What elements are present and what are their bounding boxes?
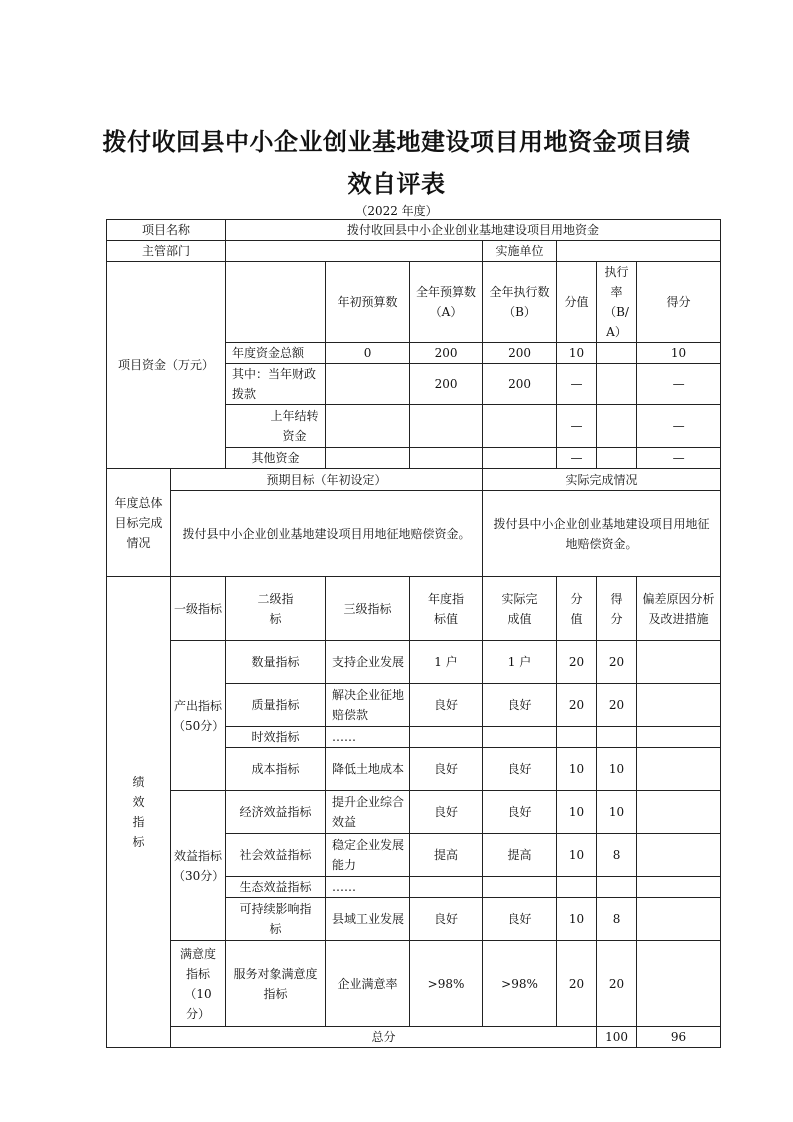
- perf-score: 20: [597, 641, 637, 684]
- funds-row-initial: 0: [326, 343, 410, 364]
- perf-level3: 县域工业发展: [326, 898, 410, 941]
- perf-score: [597, 877, 637, 898]
- perf-target: [410, 877, 483, 898]
- dept-label: 主管部门: [107, 241, 226, 262]
- funds-row-budget: [410, 405, 483, 448]
- funds-row-score: 10: [637, 343, 721, 364]
- table-row: [107, 491, 721, 577]
- funds-row-rate: [597, 343, 637, 364]
- funds-row-weight: 10: [557, 343, 597, 364]
- funds-row-score: —: [637, 405, 721, 448]
- perf-score: 20: [597, 941, 637, 1027]
- perf-level3: 提升企业综合效益: [326, 791, 410, 834]
- funds-row-executed: 200: [483, 364, 557, 405]
- funds-row-initial: [326, 364, 410, 405]
- impl-value: [557, 241, 721, 262]
- perf-score: 10: [597, 791, 637, 834]
- funds-row-initial: [326, 448, 410, 469]
- perf-level2: 社会效益指标: [226, 834, 326, 877]
- perf-header-target: 年度指标值: [410, 577, 483, 641]
- funds-row-score: —: [637, 448, 721, 469]
- perf-level2: 经济效益指标: [226, 791, 326, 834]
- perf-weight: [557, 877, 597, 898]
- perf-reason: [637, 941, 721, 1027]
- perf-reason: [637, 834, 721, 877]
- funds-col-initial: 年初预算数: [326, 262, 410, 343]
- perf-level2: 可持续影响指标: [226, 898, 326, 941]
- perf-reason: [637, 727, 721, 748]
- perf-target: 良好: [410, 684, 483, 727]
- perf-actual: [483, 877, 557, 898]
- table-row: [107, 469, 721, 491]
- perf-level3: 支持企业发展: [326, 641, 410, 684]
- funds-row-rate: [597, 405, 637, 448]
- perf-weight: 20: [557, 941, 597, 1027]
- perf-level2: 质量指标: [226, 684, 326, 727]
- perf-weight: 20: [557, 641, 597, 684]
- perf-target: 1 户: [410, 641, 483, 684]
- funds-row-executed: [483, 448, 557, 469]
- perf-level3: 企业满意率: [326, 941, 410, 1027]
- perf-header-reason: 偏差原因分析及改进措施: [637, 577, 721, 641]
- perf-header-level2: 二级指标: [226, 577, 326, 641]
- table-row: [107, 641, 721, 684]
- funds-col-weight: 分值: [557, 262, 597, 343]
- perf-actual: 提高: [483, 834, 557, 877]
- perf-level2: 时效指标: [226, 727, 326, 748]
- funds-row-weight: —: [557, 364, 597, 405]
- perf-weight: 10: [557, 791, 597, 834]
- perf-target: 提高: [410, 834, 483, 877]
- perf-actual: 1 户: [483, 641, 557, 684]
- table-row: [107, 941, 721, 1027]
- perf-weight: 10: [557, 898, 597, 941]
- perf-header-level1: 一级指标: [171, 577, 226, 641]
- table-row: [107, 262, 721, 343]
- funds-row-budget: [410, 448, 483, 469]
- perf-level3: 解决企业征地赔偿款: [326, 684, 410, 727]
- perf-target: 良好: [410, 748, 483, 791]
- perf-reason: [637, 791, 721, 834]
- funds-row-budget: 200: [410, 364, 483, 405]
- funds-row-rate: [597, 448, 637, 469]
- funds-row-name: 年度资金总额: [226, 343, 326, 364]
- funds-row-executed: [483, 405, 557, 448]
- funds-row-rate: [597, 364, 637, 405]
- funds-col-budget: 全年预算数（A）: [410, 262, 483, 343]
- perf-score: [597, 727, 637, 748]
- perf-score: 10: [597, 748, 637, 791]
- table-row: [107, 791, 721, 834]
- funds-row-score: —: [637, 364, 721, 405]
- perf-header-level3: 三级指标: [326, 577, 410, 641]
- table-row: [107, 241, 721, 262]
- perf-weight: 10: [557, 834, 597, 877]
- perf-weight: [557, 727, 597, 748]
- perf-level2: 数量指标: [226, 641, 326, 684]
- perf-reason: [637, 748, 721, 791]
- goals-label: 年度总体目标完成情况: [107, 469, 171, 577]
- perf-score: 20: [597, 684, 637, 727]
- impl-label: 实施单位: [483, 241, 557, 262]
- perf-level3: ……: [326, 727, 410, 748]
- perf-reason: [637, 684, 721, 727]
- funds-col-rate: 执行率（B/A）: [597, 262, 637, 343]
- goals-actual-header: 实际完成情况: [483, 469, 721, 491]
- funds-row-initial: [326, 405, 410, 448]
- project-name-value: 拨付收回县中小企业创业基地建设项目用地资金: [226, 220, 721, 241]
- funds-row-weight: —: [557, 405, 597, 448]
- perf-group-satisfaction: 满意度指标（10分）: [171, 941, 226, 1027]
- perf-group-output: 产出指标（50分）: [171, 641, 226, 791]
- total-weight: 100: [597, 1027, 637, 1048]
- perf-group-benefit: 效益指标（30分）: [171, 791, 226, 941]
- perf-level3: 稳定企业发展能力: [326, 834, 410, 877]
- funds-col-score: 得分: [637, 262, 721, 343]
- table-row: [107, 220, 721, 241]
- perf-reason: [637, 877, 721, 898]
- funds-row-budget: 200: [410, 343, 483, 364]
- page-title: 拨付收回县中小企业创业基地建设项目用地资金项目绩: [102, 128, 691, 156]
- page-title-line2: 效自评表: [347, 170, 446, 198]
- perf-actual: 良好: [483, 898, 557, 941]
- goals-expected-text: 拨付县中小企业创业基地建设项目用地征地赔偿资金。: [171, 491, 483, 577]
- funds-label: 项目资金（万元）: [107, 262, 226, 469]
- perf-weight: 10: [557, 748, 597, 791]
- perf-target: [410, 727, 483, 748]
- goals-expected-header: 预期目标（年初设定）: [171, 469, 483, 491]
- funds-row-weight: —: [557, 448, 597, 469]
- project-name-label: 项目名称: [107, 220, 226, 241]
- performance-label: 绩效指标: [107, 577, 171, 1048]
- table-row: [107, 577, 721, 641]
- perf-level2: 生态效益指标: [226, 877, 326, 898]
- perf-level3: 降低土地成本: [326, 748, 410, 791]
- funds-row-name: 其他资金: [226, 448, 326, 469]
- perf-actual: 良好: [483, 748, 557, 791]
- funds-col-executed: 全年执行数（B）: [483, 262, 557, 343]
- report-year: （2022 年度）: [355, 204, 438, 218]
- perf-level3: ……: [326, 877, 410, 898]
- goals-actual-text: 拨付县中小企业创业基地建设项目用地征地赔偿资金。: [483, 491, 721, 577]
- perf-actual: [483, 727, 557, 748]
- evaluation-table: [106, 219, 721, 1048]
- funds-row-name: 其中：当年财政拨款: [226, 364, 326, 405]
- perf-score: 8: [597, 898, 637, 941]
- perf-reason: [637, 898, 721, 941]
- perf-target: >98%: [410, 941, 483, 1027]
- dept-value: [226, 241, 483, 262]
- perf-actual: >98%: [483, 941, 557, 1027]
- perf-level2: 服务对象满意度指标: [226, 941, 326, 1027]
- perf-target: 良好: [410, 898, 483, 941]
- perf-level2: 成本指标: [226, 748, 326, 791]
- total-score: 96: [637, 1027, 721, 1048]
- table-row: [107, 1027, 721, 1048]
- total-label: 总分: [171, 1027, 597, 1048]
- perf-target: 良好: [410, 791, 483, 834]
- perf-score: 8: [597, 834, 637, 877]
- perf-actual: 良好: [483, 791, 557, 834]
- perf-header-actual: 实际完成值: [483, 577, 557, 641]
- perf-weight: 20: [557, 684, 597, 727]
- perf-header-weight: 分值: [557, 577, 597, 641]
- funds-empty-header: [226, 262, 326, 343]
- perf-actual: 良好: [483, 684, 557, 727]
- perf-reason: [637, 641, 721, 684]
- perf-header-score: 得分: [597, 577, 637, 641]
- funds-row-name: 上年结转资金: [226, 405, 326, 448]
- funds-row-executed: 200: [483, 343, 557, 364]
